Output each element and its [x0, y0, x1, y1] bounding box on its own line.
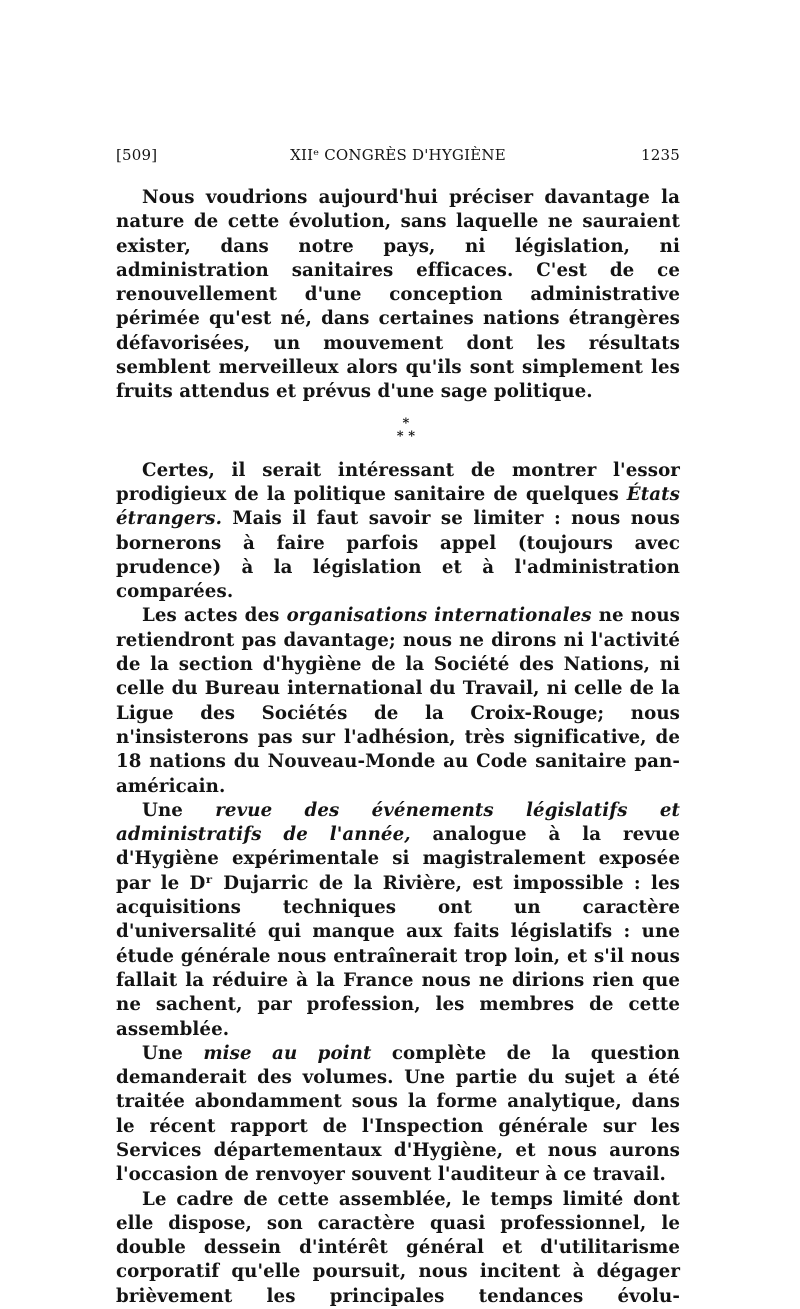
paragraph-3-text-a: Les actes des [142, 605, 287, 627]
paragraph-5-text-a: Une [142, 1042, 204, 1064]
running-header [116, 146, 680, 174]
running-title: XIIᵉ CONGRÈS D'HYGIÈNE [290, 146, 506, 164]
body-text [116, 186, 680, 1309]
paragraph-3-text-b: ne nous retiendront pas davantage; nous ne dirons ni l'activité de la section d'hygiène de la Société des Nations, ni celle du Bureau international du Travail, ni celle de la Ligue des Sociétés de la Croix-Rouge; nous n'insisterons pas sur l'adhésion, très significative, de 18 nations du Nouveau-Monde au Code sanitaire pan-américain. [116, 605, 681, 797]
paragraph-4 [116, 799, 680, 1042]
paragraph-4-text-b: analogue à la revue d'Hygiène expérimentale si magistralement exposée par le Dʳ Dujarric de la Rivière, est impossible : les acquisitions techniques ont un caractère d'universalité qui manque aux faits législatifs : une étude générale nous entraînerait trop loin, et s'il nous fallait la réduire à la France nous ne dirions rien que ne sachent, par profession, les membres de cette assemblée. [116, 824, 680, 1040]
asterism-bottom: * * [396, 428, 416, 444]
paragraph-4-text-a: Une [142, 799, 216, 821]
paragraph-2 [116, 459, 680, 605]
paragraph-2-text-b: Mais il faut savoir se limiter : nous nous bornerons à faire parfois appel (toujours avec prudence) à la législation et à l'administration comparées. [116, 508, 680, 603]
paragraph-5-emphasis: mise au point [203, 1042, 372, 1064]
paragraph-2-emphasis: États étrangers. [116, 483, 680, 530]
paragraph-3 [116, 604, 680, 798]
paragraph-6: Le cadre de cette assemblée, le temps limité dont elle dispose, son caractère quasi professionnel, le double dessein d'intérêt général et d'utilitarisme corporatif qu'elle poursuit, nous incitent à dégager brièvement les principales tendances évolu- [116, 1188, 680, 1307]
paragraph-5 [116, 1042, 680, 1188]
asterism-top: * [402, 415, 410, 431]
asterism [132, 405, 680, 451]
paragraph-3-emphasis: organisations internationales [286, 605, 592, 627]
paragraph-4-emphasis: revue des événements législatifs et administratifs de l'année, [116, 799, 680, 846]
page-number: 1235 [641, 146, 680, 164]
paragraph-5-text-b: complète de la question demanderait des volumes. Une partie du sujet a été traitée abondamment sous la forme analytique, dans le récent rapport de l'Inspection générale sur les Services départementaux d'Hygiène, et nous aurons l'occasion de renvoyer souvent l'auditeur à ce travail. [116, 1042, 680, 1186]
page-reference: [509] [116, 146, 158, 164]
paragraph-1: Nous voudrions aujourd'hui préciser davantage la nature de cette évolution, sans laquelle ne sauraient exister, dans notre pays, ni législation, ni administration sanitaires efficaces. C'est de ce renouvellement d'une conception administrative périmée qu'est né, dans certaines nations étrangères défavorisées, un mouvement dont les résultats semblent merveilleux alors qu'ils sont simplement les fruits attendus et prévus d'une sage politique. [116, 187, 680, 403]
paragraph-2-text-a: Certes, il serait intéressant de montrer l'essor prodigieux de la politique sanitaire de quelques [116, 459, 680, 505]
